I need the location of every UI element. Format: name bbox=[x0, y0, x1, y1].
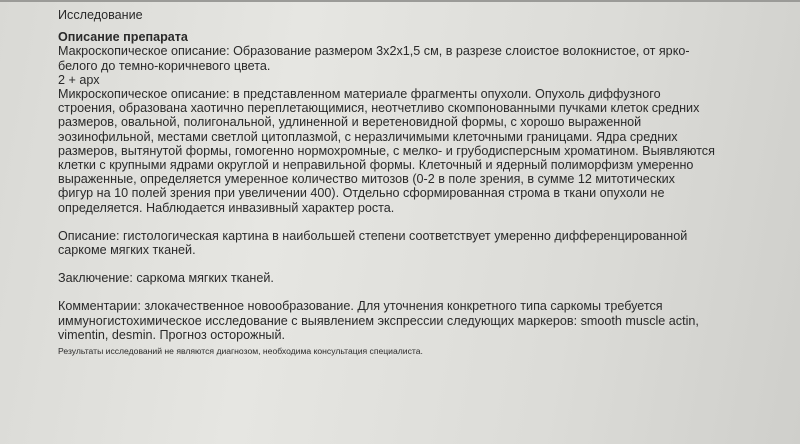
micro-line-9: определяется. Наблюдается инвазивный характер роста. bbox=[58, 200, 395, 215]
conclusion-text: Заключение: саркома мягких тканей. bbox=[58, 271, 274, 286]
spacer bbox=[58, 285, 768, 299]
description-line-1: Описание: гистологическая картина в наибольшей степени соответствует умеренно дифференцированной bbox=[58, 228, 688, 243]
micro-line-7: выраженные, определяется умеренное количество митозов (0-2 в поле зрения, в сумме 12 митотических bbox=[58, 172, 675, 187]
micro-line-5: размеров, вытянутой формы, гомогенно нормохромные, с мелко- и грубодисперсным хроматином. Выявляются bbox=[58, 143, 715, 158]
disclaimer-text: Результаты исследований не являются диагнозом, необходима консультация специалиста. bbox=[58, 346, 423, 357]
micro-line-2: строения, образована хаотично переплетающимися, неотчетливо скомпонованными пучками клеток средних bbox=[58, 101, 700, 116]
micro-line-3: размеров, овальной, полигональной, удлиненной и веретеновидной формы, с хорошо выраженной bbox=[58, 115, 642, 130]
micro-line-1: Микроскопическое описание: в представленном материале фрагменты опухоли. Опухоль диффузного bbox=[58, 87, 661, 102]
section-title: Описание препарата bbox=[58, 30, 188, 45]
micro-line-8: фигур на 10 полей зрения при увеличении 400). Отдельно сформированная строма в ткани опухоли не bbox=[58, 186, 665, 201]
macro-line-3: 2 + арх bbox=[58, 72, 100, 87]
report-header: Исследование bbox=[58, 8, 143, 22]
micro-line-6: клетки с крупными ядрами округлой и неправильной формы. Клеточный и ядерный полиморфизм умеренно bbox=[58, 158, 694, 173]
micro-line-4: эозинофильной, местами светлой цитоплазмой, с неразличимыми клеточными границами. Ядра средних bbox=[58, 129, 678, 144]
spacer bbox=[58, 215, 768, 229]
top-divider bbox=[0, 0, 800, 2]
macro-line-2: белого до темно-коричневого цвета. bbox=[58, 58, 271, 73]
comment-line-2: иммуногистохимическое исследование с выявлением экспрессии следующих маркеров: smooth muscle actin, bbox=[58, 313, 699, 328]
macro-line-1: Макроскопическое описание: Образование размером 3х2х1,5 см, в разрезе слоистое волокнистое, от ярко- bbox=[58, 44, 690, 59]
report-body bbox=[58, 8, 768, 357]
comment-line-3: vimentin, desmin. Прогноз осторожный. bbox=[58, 327, 285, 342]
spacer bbox=[58, 257, 768, 271]
comment-line-1: Комментарии: злокачественное новообразование. Для уточнения конкретного типа саркомы требуется bbox=[58, 299, 663, 314]
description-line-2: саркоме мягких тканей. bbox=[58, 243, 196, 258]
